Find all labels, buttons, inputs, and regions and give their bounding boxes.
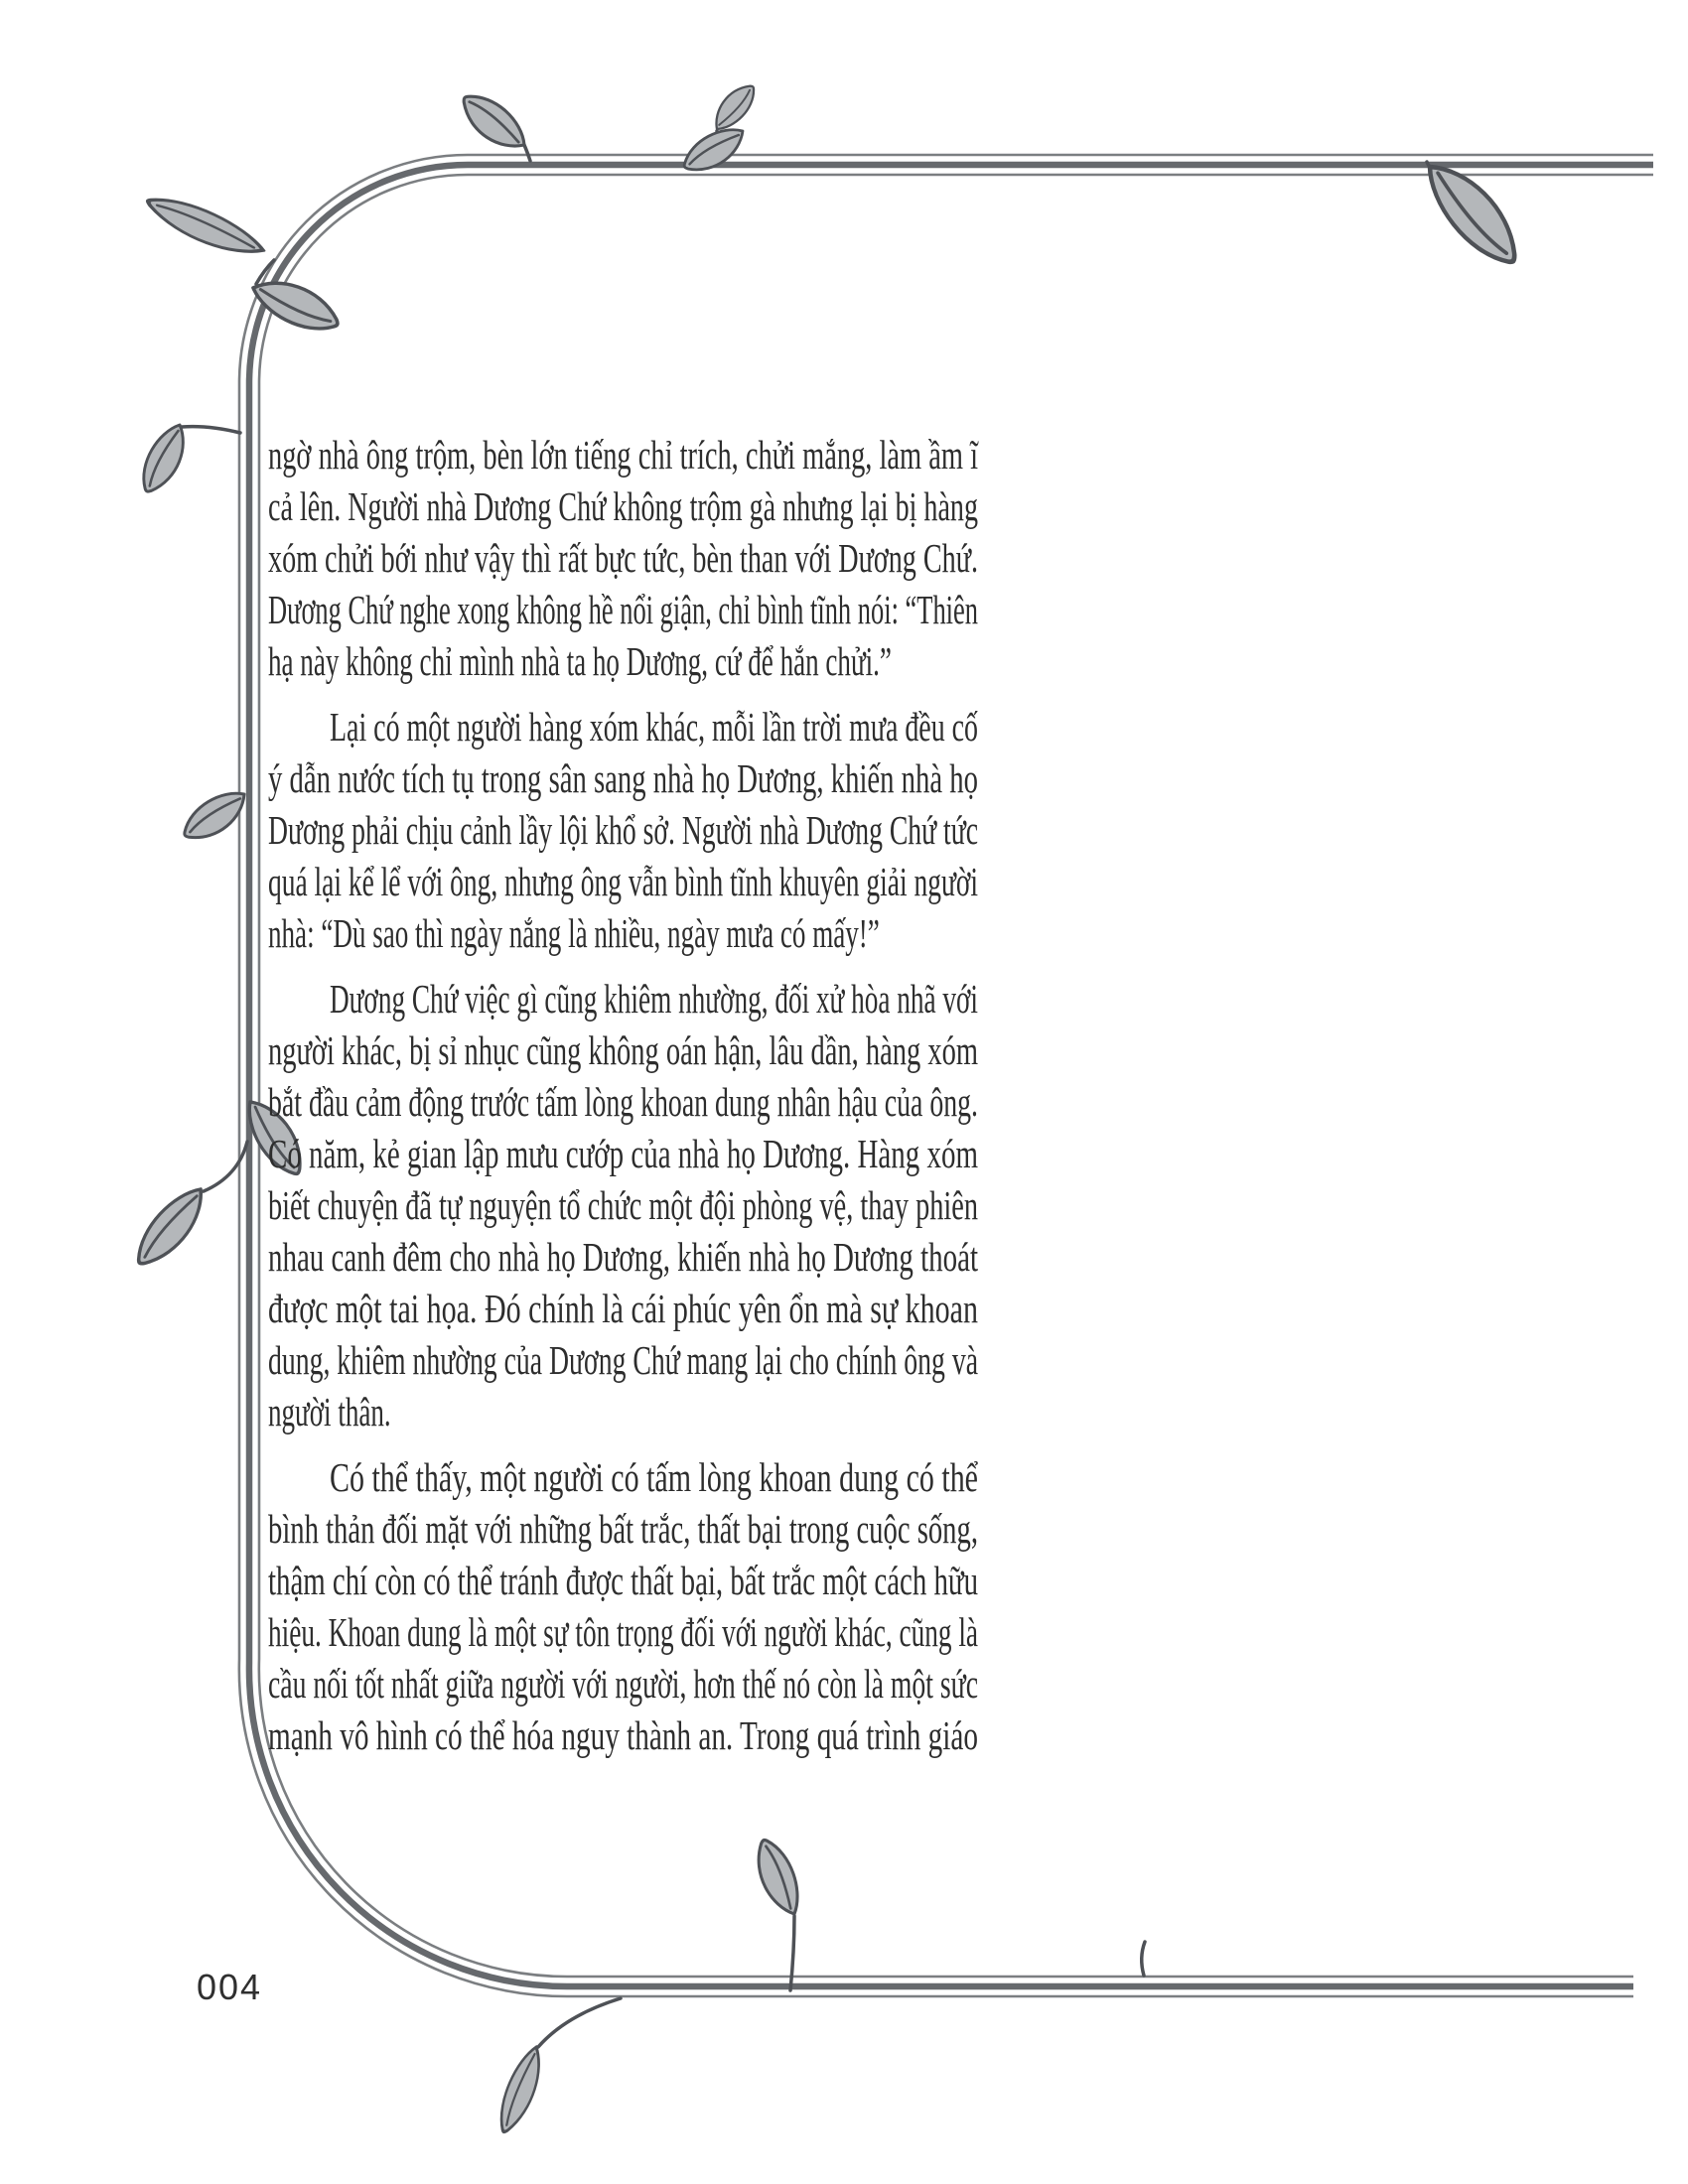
- text-line: cầu nối tốt nhất giữa người với người, hơn thế nó còn là một sức: [268, 1661, 978, 1706]
- leaf-icon: [1415, 151, 1529, 275]
- text-block: [268, 429, 978, 1761]
- leaf-icon: [492, 2043, 549, 2136]
- text-line: người khác, bị sỉ nhục cũng không oán hận, lâu dần, hàng xóm: [268, 1027, 978, 1073]
- text-line: bình thản đối mặt với những bất trắc, thất bại trong cuộc sống,: [268, 1506, 978, 1552]
- text-line: xóm chửi bới như vậy thì rất bực tức, bèn than với Dương Chứ.: [268, 535, 978, 581]
- text-line: thậm chí còn có thể tránh được thất bại, bất trắc một cách hữu: [268, 1558, 978, 1603]
- text-line: Dương phải chịu cảnh lầy lội khổ sở. Người nhà Dương Chứ tức: [268, 807, 978, 853]
- paragraph: [268, 429, 978, 687]
- text-line: Có thể thấy, một người có tấm lòng khoan dung có thể: [330, 1454, 978, 1500]
- text-line: Có năm, kẻ gian lập mưu cướp của nhà họ Dương. Hàng xóm: [268, 1131, 978, 1176]
- leaf-icon: [133, 419, 195, 498]
- leaf-stem: [790, 1916, 794, 1990]
- text-line: mạnh vô hình có thể hóa nguy thành an. Trong quá trình giáo: [268, 1712, 978, 1758]
- text-line: Dương Chứ nghe xong không hề nổi giận, chỉ bình tĩnh nói: “Thiên: [268, 587, 978, 632]
- text-line: hạ này không chỉ mình nhà ta họ Dương, cứ để hắn chửi.”: [268, 638, 892, 684]
- text-line: nhau canh đêm cho nhà họ Dương, khiến nhà họ Dương thoát: [268, 1234, 978, 1280]
- page-number: 004: [197, 1967, 263, 2007]
- paragraph: [268, 1451, 978, 1761]
- leaf-icon: [677, 120, 751, 180]
- text-line: ý dẫn nước tích tụ trong sân sang nhà họ Dương, khiến nhà họ: [268, 755, 978, 801]
- text-line: dung, khiêm nhường của Dương Chứ mang lại cho chính ông và: [268, 1337, 978, 1383]
- text-line: bắt đầu cảm động trước tấm lòng khoan dung nhân hậu của ông.: [268, 1079, 978, 1125]
- text-line: được một tai họa. Đó chính là cái phúc yên ổn mà sự khoan: [268, 1286, 978, 1331]
- leaf-stem: [524, 145, 530, 161]
- paragraph: [268, 973, 978, 1437]
- paragraph: [268, 701, 978, 959]
- leaf-icon: [127, 1179, 215, 1274]
- leaf-icon: [749, 1835, 806, 1920]
- text-line: biết chuyện đã tự nguyện tổ chức một đội phòng vệ, thay phiên: [268, 1182, 978, 1228]
- text-line: quá lại kể lể với ông, nhưng ông vẫn bình tĩnh khuyên giải người: [268, 859, 978, 904]
- text-line: hiệu. Khoan dung là một sự tôn trọng đối với người khác, cũng là: [268, 1609, 978, 1655]
- leaf-stem: [538, 1998, 621, 2047]
- leaf-stem: [204, 1142, 247, 1191]
- text-line: ngờ nhà ông trộm, bèn lớn tiếng chỉ trích, chửi mắng, làm ầm ĩ: [268, 432, 978, 478]
- text-line: cả lên. Người nhà Dương Chứ không trộm gà nhưng lại bị hàng: [268, 483, 978, 529]
- leaf-stem: [182, 427, 240, 433]
- leaf-icon: [454, 85, 533, 159]
- text-line: Lại có một người hàng xóm khác, mỗi lần trời mưa đều cố: [330, 704, 978, 750]
- text-line: Dương Chứ việc gì cũng khiêm nhường, đối xử hòa nhã với: [330, 976, 978, 1022]
- leaf-icon: [177, 783, 254, 849]
- leaf-icon: [707, 78, 762, 136]
- leaf-icon: [142, 188, 268, 265]
- text-line: người thân.: [268, 1389, 391, 1434]
- leaf-stem: [1142, 1942, 1145, 1976]
- text-line: nhà: “Dù sao thì ngày nắng là nhiều, ngày mưa có mấy!”: [268, 910, 880, 956]
